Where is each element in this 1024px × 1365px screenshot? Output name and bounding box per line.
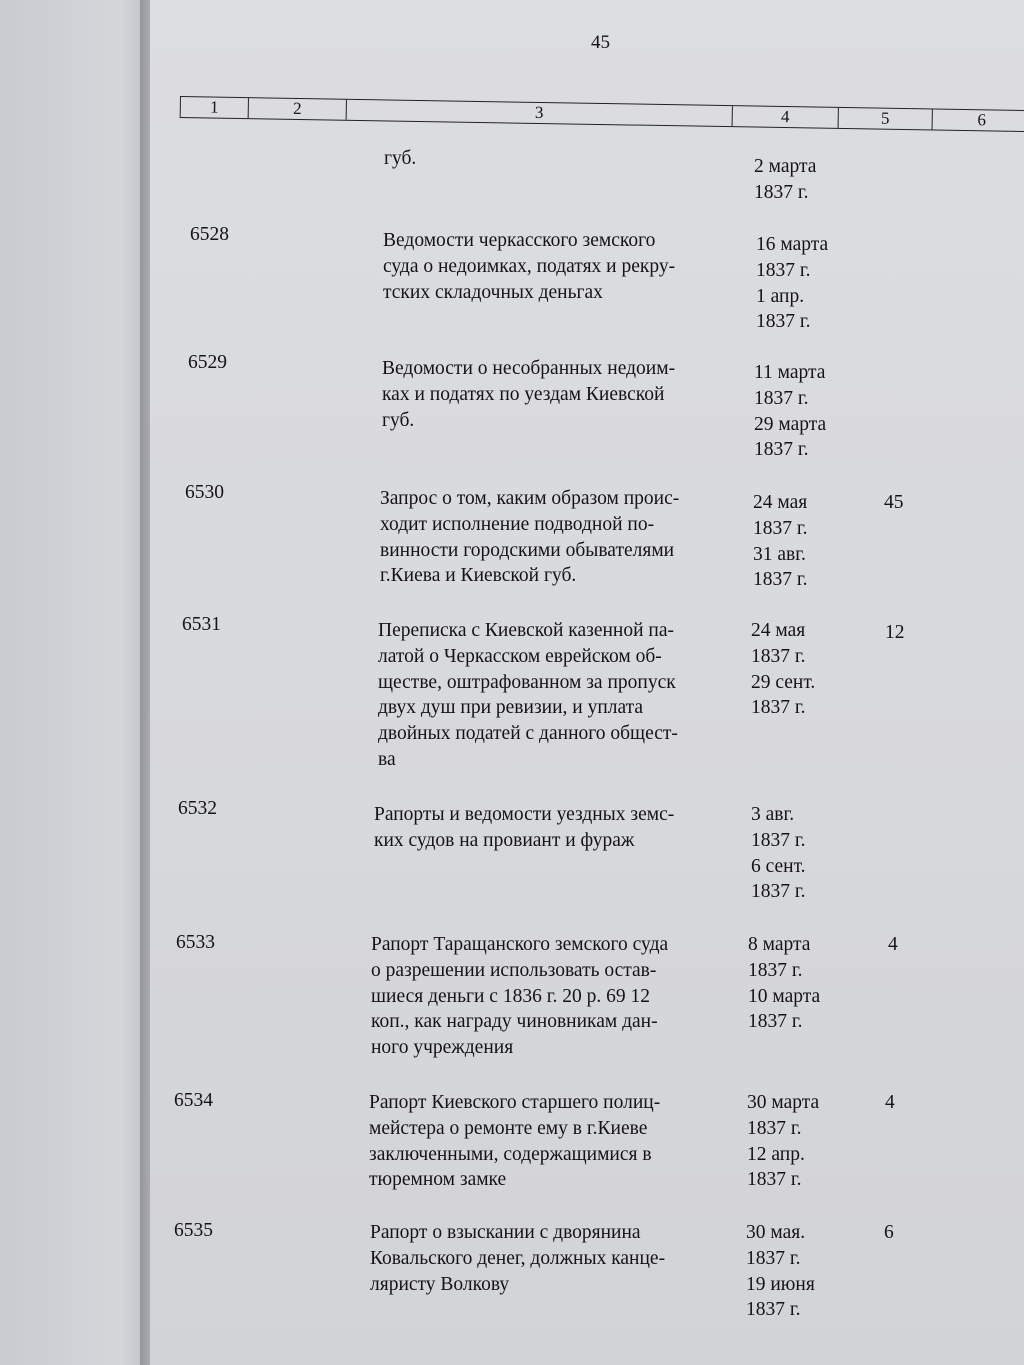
record-description: Рапорты и ведомости уездных земс- ких судов на провиант и фураж: [374, 804, 675, 851]
column-header-1: 1: [181, 97, 249, 118]
column-header-3: 3: [347, 100, 733, 126]
record-description: Ведомости о несобранных недоим- ках и податях по уездам Киевской губ.: [382, 358, 676, 431]
column-header-6: 6: [977, 110, 987, 130]
record-sheet-count: 6: [884, 1222, 894, 1243]
record-number: 6529: [188, 352, 227, 373]
record-number: 6530: [185, 482, 224, 503]
record-sheet-count: 4: [885, 1092, 895, 1113]
record-description: Рапорт Таращанского земского суда о разрешении использовать остав- шиеся деньги с 1836 г. 20 р. 69 12 коп., как награду чиновникам дан- ного учреждения: [371, 934, 669, 1059]
record-description: Запрос о том, каким образом проис- ходит исполнение подводной по- винности городскими обывателями г.Киева и Киевской губ.: [380, 488, 680, 587]
record-description: Ведомости черкасского земского суда о недоимках, податях и рекру- тских складочных деньгах: [383, 230, 676, 303]
record-dates: 30 марта 1837 г. 12 апр. 1837 г.: [747, 1092, 820, 1191]
record-dates: 30 мая. 1837 г. 19 июня 1837 г.: [746, 1222, 815, 1321]
record-description: Переписка с Киевской казенной па- латой о Черкасском еврейском об- ществе, оштрафованном за пропуск двух душ при ревизии, и уплата двойных податей с данного общест- ва: [378, 620, 678, 770]
document-page: [150, 0, 1024, 1365]
record-description: Рапорт о взыскании с дворянина Ковальского денег, должных канце- ляристу Волкову: [370, 1222, 666, 1295]
record-dates: 24 мая 1837 г. 29 сент. 1837 г.: [751, 620, 816, 719]
record-description: Рапорт Киевского старшего полиц- мейстера о ремонте ему в г.Киеве заключенными, содержащимися в тюремном замке: [369, 1092, 661, 1191]
record-number: 6531: [182, 614, 221, 635]
record-sheet-count: 45: [884, 492, 904, 513]
record-sheet-count: 12: [885, 622, 905, 643]
record-dates: 24 мая 1837 г. 31 авг. 1837 г.: [753, 492, 808, 591]
column-header-row: [180, 96, 1024, 132]
record-dates: 8 марта 1837 г. 10 марта 1837 г.: [748, 934, 821, 1033]
record-number: 6528: [190, 224, 229, 245]
record-number: 6533: [176, 932, 215, 953]
record-dates: 16 марта 1837 г. 1 апр. 1837 г.: [756, 234, 829, 333]
continuation-description: губ.: [384, 148, 417, 169]
record-number: 6535: [174, 1220, 213, 1241]
record-number: 6532: [178, 798, 217, 819]
continuation-dates: 2 марта 1837 г.: [754, 156, 817, 203]
record-dates: 11 марта 1837 г. 29 марта 1837 г.: [754, 362, 827, 461]
record-dates: 3 авг. 1837 г. 6 сент. 1837 г.: [751, 804, 806, 903]
column-header-2: 2: [249, 98, 347, 120]
record-number: 6534: [174, 1090, 213, 1111]
column-header-4: 4: [733, 106, 839, 128]
record-sheet-count: 4: [888, 934, 898, 955]
page-number: 45: [591, 32, 610, 53]
column-header-5: 5: [839, 108, 933, 130]
facing-page: [0, 0, 150, 1365]
